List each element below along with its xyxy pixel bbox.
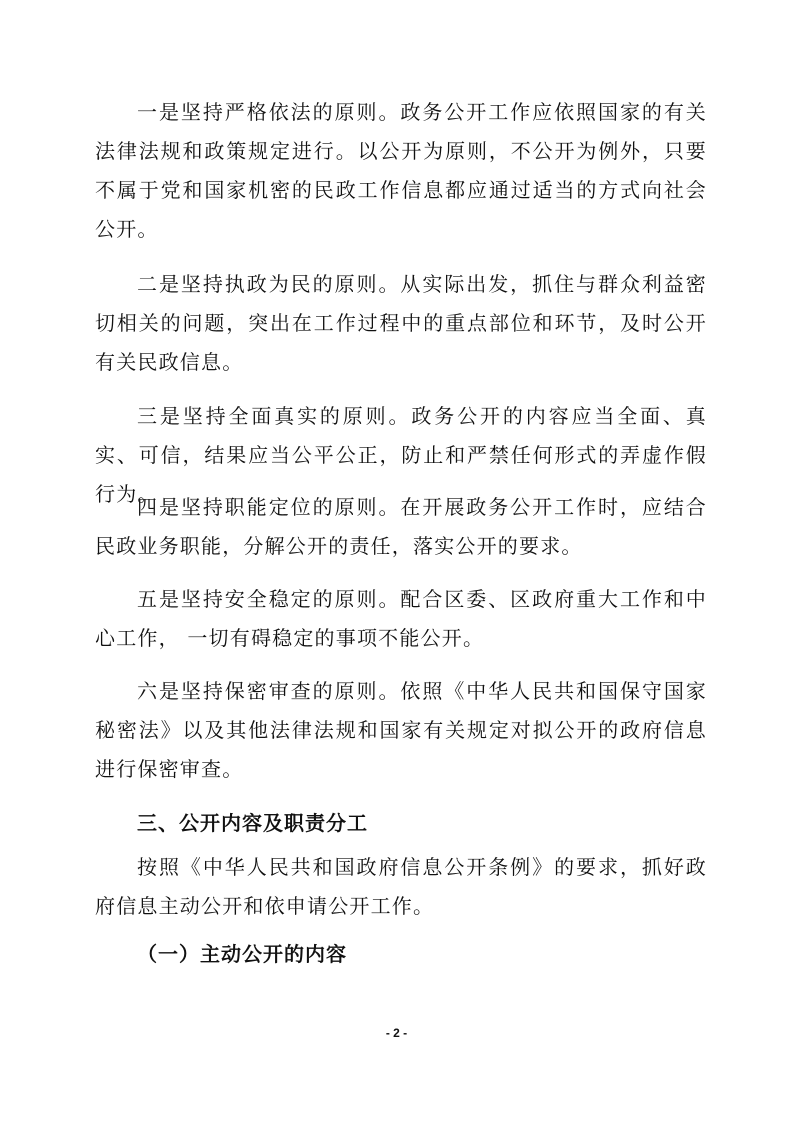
paragraph-principle-6: 六是坚持保密审查的原则。依照《中华人民共和国保守国家秘密法》以及其他法律法规和国家有关规定对拟公开的政府信息进行保密审查。	[95, 679, 707, 781]
paragraph-principle-3: 三是坚持全面真实的原则。政务公开的内容应当全面、真实、可信，结果应当公平公正，防止和严禁任何形式的弄虚作假行为。	[95, 404, 707, 506]
page-number: - 2 -	[385, 1026, 408, 1040]
paragraph-principle-2: 二是坚持执政为民的原则。从实际出发，抓住与群众利益密切相关的问题，突出在工作过程中的重点部位和环节，及时公开有关民政信息。	[95, 272, 707, 374]
paragraph-principle-4: 四是坚持职能定位的原则。在开展政务公开工作时，应结合民政业务职能，分解公开的责任，落实公开的要求。	[95, 495, 707, 558]
section-heading: 三、公开内容及职责分工	[137, 811, 368, 835]
paragraph-principle-5: 五是坚持安全稳定的原则。配合区委、区政府重大工作和中心工作， 一切有碍稳定的事项不能公开。	[95, 587, 707, 650]
section-paragraph: 按照《中华人民共和国政府信息公开条例》的要求，抓好政府信息主动公开和依申请公开工作。	[95, 855, 707, 918]
subsection-heading: （一）主动公开的内容	[137, 942, 347, 966]
paragraph-principle-1: 一是坚持严格依法的原则。政务公开工作应依照国家的有关法律法规和政策规定进行。以公开为原则，不公开为例外，只要不属于党和国家机密的民政工作信息都应通过适当的方式向社会公开。	[95, 100, 707, 241]
